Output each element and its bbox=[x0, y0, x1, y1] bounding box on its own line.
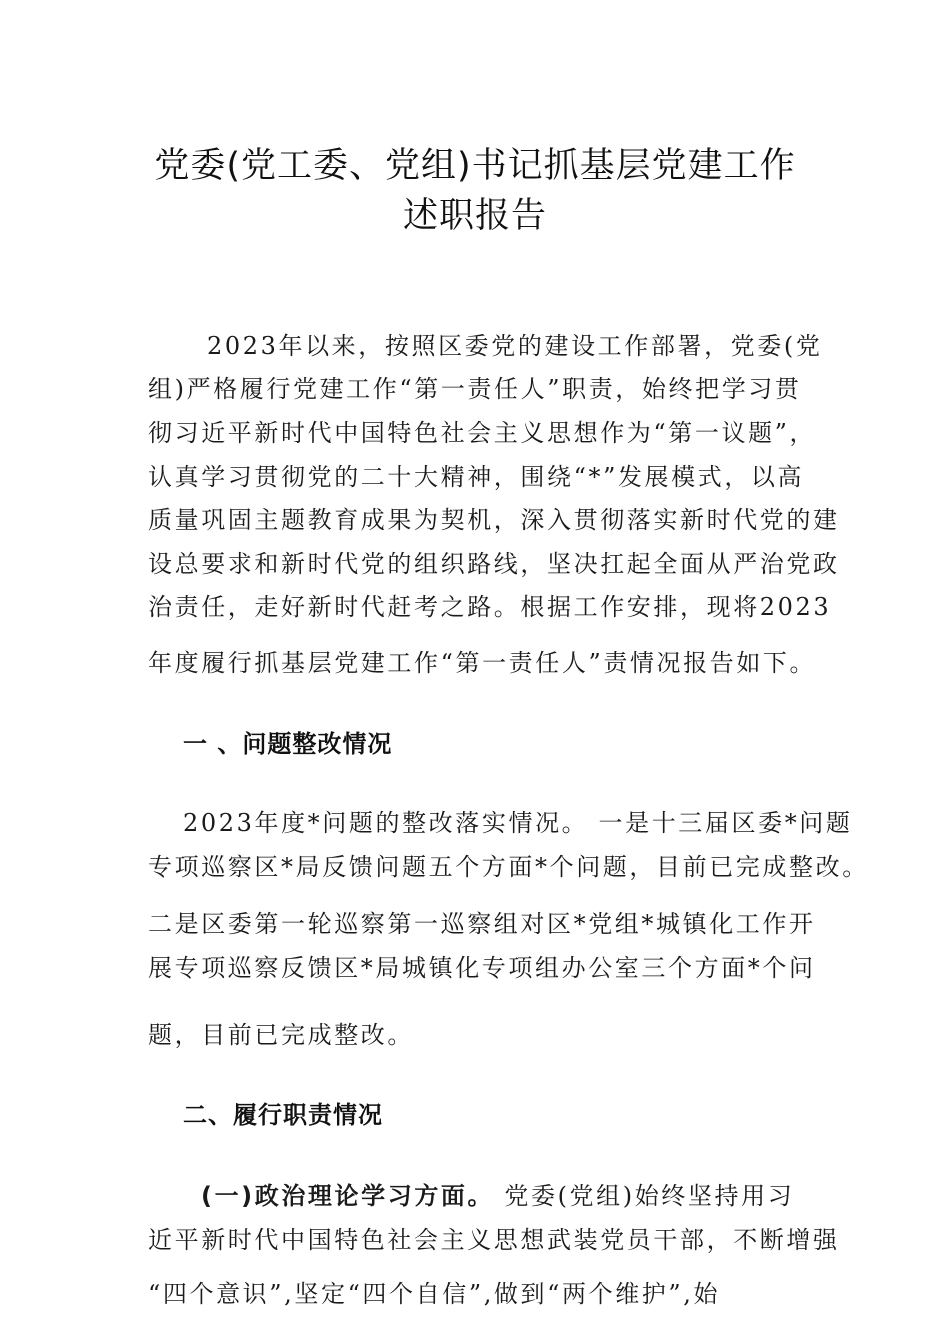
subsection-text: 党委(党组)始终坚持用习 bbox=[494, 1182, 795, 1210]
subsection-lead: (一)政治理论学习方面。 bbox=[201, 1182, 495, 1210]
section-1-line: 展专项巡察反馈区*局城镇化专项组办公室三个方面*个问 bbox=[148, 954, 816, 982]
section-1-line: 二是区委第一轮巡察第一巡察组对区*党组*城镇化工作开 bbox=[148, 910, 816, 938]
section-2-line: 近平新时代中国特色社会主义思想武装党员干部，不断增强 bbox=[148, 1226, 840, 1254]
intro-line: 组)严格履行党建工作“第一责任人”职责，始终把学习贯 bbox=[148, 375, 802, 403]
intro-line: 认真学习贯彻党的二十大精神，围绕“*”发展模式，以高 bbox=[148, 463, 805, 491]
intro-line: 质量巩固主题教育成果为契机，深入贯彻落实新时代党的建 bbox=[148, 506, 840, 534]
intro-line: 年度履行抓基层党建工作“第一责任人”责情况报告如下。 bbox=[148, 649, 817, 677]
document-title-line-2: 述职报告 bbox=[402, 196, 547, 236]
section-1-line: 题，目前已完成整改。 bbox=[148, 1021, 414, 1049]
section-1-line: 2023年度*问题的整改落实情况。 一是十三届区委*问题 bbox=[183, 809, 853, 837]
intro-line: 设总要求和新时代党的组织路线，坚决扛起全面从严治党政 bbox=[148, 550, 840, 578]
section-1-line: 专项巡察区*局反馈问题五个方面*个问题，目前已完成整改。 bbox=[148, 853, 869, 881]
intro-line: 2023年以来，按照区委党的建设工作部署，党委(党 bbox=[207, 332, 823, 360]
section-1-heading: 一 、问题整改情况 bbox=[183, 730, 393, 758]
intro-line: 治责任，走好新时代赶考之路。根据工作安排，现将2023 bbox=[148, 593, 832, 621]
section-2-line: “四个意识”,坚定“四个自信”,做到“两个维护”,始 bbox=[148, 1280, 721, 1308]
section-2-subsection-line bbox=[201, 1176, 794, 1211]
section-2-heading: 二、履行职责情况 bbox=[183, 1101, 383, 1129]
intro-line: 彻习近平新时代中国特色社会主义思想作为“第一议题”， bbox=[148, 419, 817, 447]
document-title-line-1: 党委(党工委、党组)书记抓基层党建工作 bbox=[154, 146, 796, 186]
